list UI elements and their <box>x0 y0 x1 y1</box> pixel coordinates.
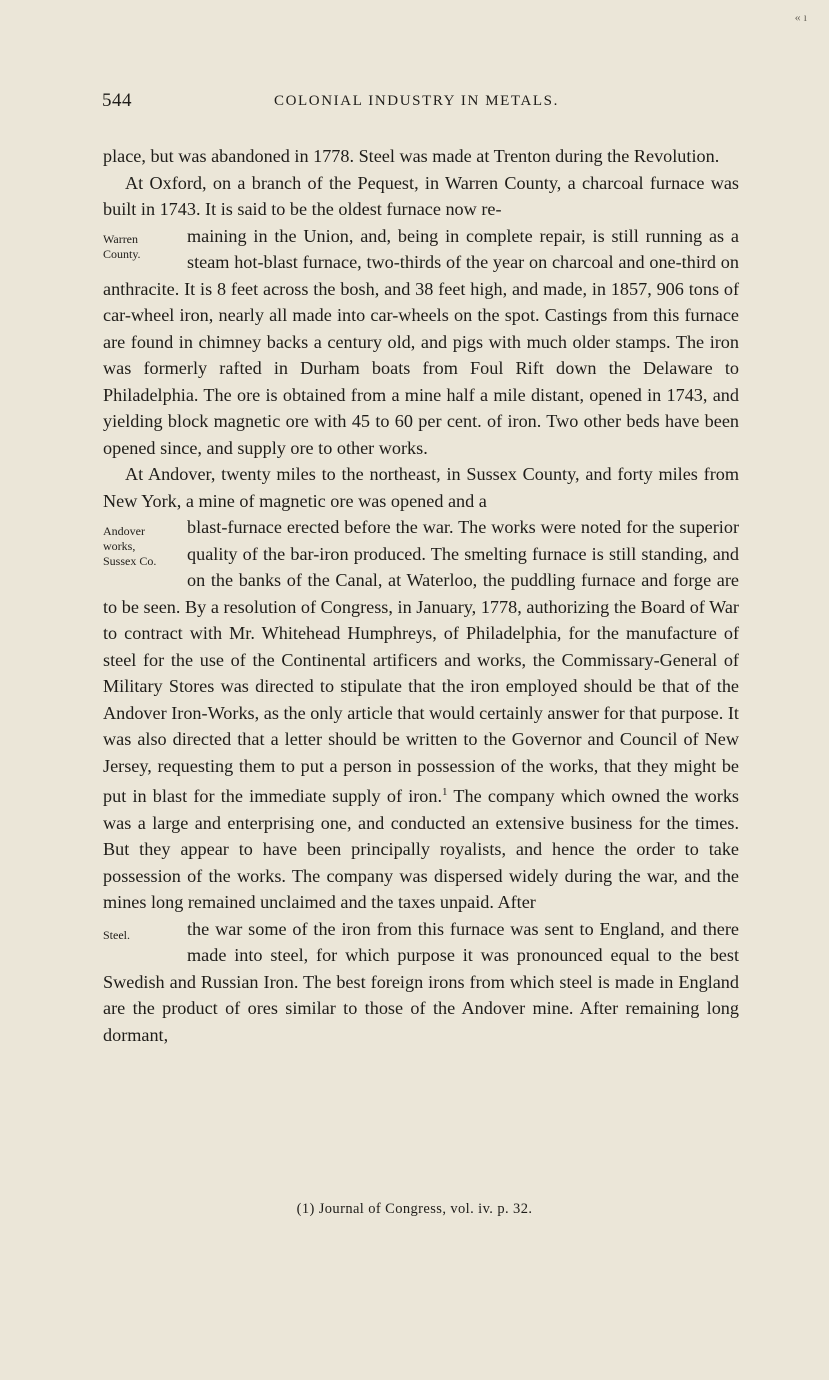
margin-note-warren-county <box>103 223 173 272</box>
body-text <box>103 143 739 1048</box>
paragraph-2-opening: At Oxford, on a branch of the Pequest, in Warren County, a charcoal furnace was built in 1743. It is said to be the oldest furnace now re- <box>103 172 739 219</box>
paragraph-3-text-b: The company which owned the works was a large and enterprising one, and conducted an extensive business for the times. But they appear to have been principally royalists, and hence the order to take possession of the works. The company was dispersed widely during the war, and the mines long remained unclaimed and the taxes unpaid. After <box>103 786 739 913</box>
margin-note-steel: Steel. <box>103 927 130 942</box>
corner-mark: « ı <box>794 10 807 24</box>
footnote: (1) Journal of Congress, vol. iv. p. 32. <box>296 1201 533 1217</box>
paragraph-3-continued <box>103 514 739 916</box>
margin-note-sussex-line: Sussex Co. <box>103 554 157 568</box>
margin-note-works-line: works, <box>103 539 136 553</box>
running-title: COLONIAL INDUSTRY IN METALS. <box>274 93 559 109</box>
paragraph-3-text: blast-furnace erected before the war. The works were noted for the superior quality of the bar-iron produced. The smelting furnace is still standing, and on the banks of the Canal, at Waterloo, the puddling furnace and forge are to be seen. By a resolution of Congress, in January, 1778, authorizing the Board of War to contract with Mr. Whitehead Humphreys, of Philadelphia, for the manufacture of steel for the use of the Continental artificers and works, the Commissary-General of Military Stores was directed to stipulate that the iron employed should be that of the Andover Iron-Works, as the only article that would certainly answer for that purpose. It was also directed that a letter should be written to the Governor and Council of New Jersey, requesting them to put a person in possession of the works, that they might be put in blast for the immediate supply of iron. <box>103 517 739 807</box>
margin-note-andover-line: Andover <box>103 524 145 538</box>
paragraph-2-continued <box>103 223 739 462</box>
margin-note-warren-line: Warren <box>103 231 139 246</box>
paragraph-1: place, but was abandoned in 1778. Steel was made at Trenton during the Revolution. <box>103 146 720 166</box>
paragraph-2-text: maining in the Union, and, being in complete repair, is still running as a steam hot-blast furnace, two-thirds of the year on charcoal and one-third on anthracite. It is 8 feet across the bosh, and 38 feet high, and made, in 1857, 906 tons of car-wheel iron, nearly all made into car-wheels on the spot. Castings from this furnace are found in chimney backs a century old, and pigs with much older stamps. The iron was formerly rafted in Durham boats from Foul Rift down the Delaware to Philadelphia. The ore is obtained from a mine half a mile distant, opened in 1743, and yielding block magnetic ore with 45 to 60 per cent. of iron. Two other beds have been opened since, and supply ore to other works. <box>103 225 739 458</box>
paragraph-3-final <box>103 916 739 1049</box>
paragraph-3-text-c: the war some of the iron from this furnace was sent to England, and there made into steel, for which purpose it was pronounced equal to the best Swedish and Russian Iron. The best foreign irons from which steel is made in England are the product of ores similar to those of the Andover mine. After remaining long dormant, <box>103 918 739 1045</box>
margin-note-county-line: County. <box>103 246 141 261</box>
paragraph-3-opening: At Andover, twenty miles to the northeast, in Sussex County, and forty miles from New York, a mine of magnetic ore was opened and a <box>103 464 739 511</box>
margin-note-andover-works <box>103 514 173 592</box>
page-number: 544 <box>102 90 132 111</box>
footnote-reference: 1 <box>442 786 448 798</box>
